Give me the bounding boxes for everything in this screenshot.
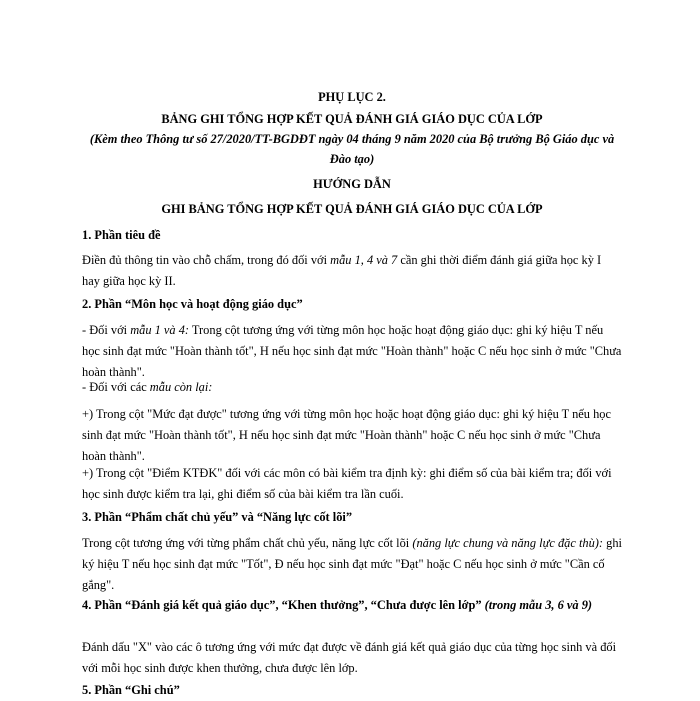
- text-run: - Đối với: [82, 323, 131, 337]
- section-2-paragraph-1: [82, 320, 622, 383]
- section-5-heading: 5. Phần “Ghi chú”: [82, 683, 180, 697]
- heading-note: (trong mẫu 3, 6 và 9): [481, 598, 593, 612]
- section-4-paragraph: Đánh dấu "X" vào các ô tương ứng với mức đạt được về đánh giá kết quả giáo dục của từng học sinh và đối với mỗi học sinh được khen thưởng, chưa được lên lớp.: [82, 640, 617, 675]
- section-3-paragraph: [82, 533, 622, 596]
- text-run: ghi ký hiệu T nếu học sinh đạt mức "Tốt", Đ nếu học sinh đạt mức "Đạt" hoặc C nếu học sinh ở mức "Cần cố gắng".: [82, 536, 622, 592]
- text-run: Trong cột tương ứng với từng phẩm chất chủ yếu, năng lực cốt lõi: [82, 536, 413, 550]
- text-run: Trong cột tương ứng với từng môn học hoặc hoạt động giáo dục: ghi ký hiệu T nếu học sinh đạt mức "Hoàn thành tốt", H nếu học sinh đạt mức "Hoàn thành" hoặc C nếu học sinh ở mức "Chưa hoàn thành".: [82, 323, 622, 379]
- heading-text: 4. Phần “Đánh giá kết quả giáo dục”, “Khen thưởng”, “Chưa được lên lớp”: [82, 598, 482, 612]
- appendix-label: PHỤ LỤC 2.: [318, 90, 386, 104]
- text-run-italic: mẫu 1 và 4:: [130, 323, 190, 337]
- section-1-heading: 1. Phần tiêu đề: [82, 228, 161, 242]
- text-run: cần ghi thời điểm đánh giá giữa học kỳ I hay giữa học kỳ II.: [82, 253, 602, 288]
- section-1-paragraph: [82, 250, 622, 292]
- section-4-heading: [82, 595, 622, 616]
- section-2-paragraph-2: [82, 377, 622, 398]
- section-2-heading: 2. Phần “Môn học và hoạt động giáo dục”: [82, 297, 303, 311]
- section-2-paragraph-3: +) Trong cột "Mức đạt được" tương ứng với từng môn học hoặc hoạt động giáo dục: ghi ký hiệu T nếu học sinh đạt mức "Hoàn thành tốt", H nếu học sinh đạt mức "Hoàn thành" hoặc C nếu học sinh ở mức "Chưa hoàn thành".: [82, 407, 611, 463]
- text-run-italic: mẫu 1, 4 và 7: [330, 253, 398, 267]
- text-run-italic: mẫu còn lại:: [149, 380, 213, 394]
- guide-heading: HƯỚNG DẪN: [313, 177, 391, 191]
- section-2-paragraph-4: +) Trong cột "Điểm KTĐK" đối với các môn có bài kiểm tra định kỳ: ghi điểm số của bài kiểm tra; đối với học sinh được kiểm tra lại, ghi điểm số của bài kiểm tra lần cuối.: [82, 466, 612, 501]
- section-3-heading: 3. Phần “Phẩm chất chủ yếu” và “Năng lực cốt lõi”: [82, 510, 353, 524]
- text-run-italic: (năng lực chung và năng lực đặc thù):: [412, 536, 604, 550]
- attachment-note: (Kèm theo Thông tư số 27/2020/TT-BGDĐT ngày 04 tháng 9 năm 2020 của Bộ trưởng Bộ Giáo dục và Đào tạo): [89, 132, 615, 166]
- document-title: BẢNG GHI TỔNG HỢP KẾT QUẢ ĐÁNH GIÁ GIÁO DỤC CỦA LỚP: [161, 112, 543, 126]
- text-run: Điền đủ thông tin vào chỗ chấm, trong đó đối với: [82, 253, 331, 267]
- text-run: - Đối với các: [82, 380, 150, 394]
- guide-title: GHI BẢNG TỔNG HỢP KẾT QUẢ ĐÁNH GIÁ GIÁO DỤC CỦA LỚP: [161, 202, 543, 216]
